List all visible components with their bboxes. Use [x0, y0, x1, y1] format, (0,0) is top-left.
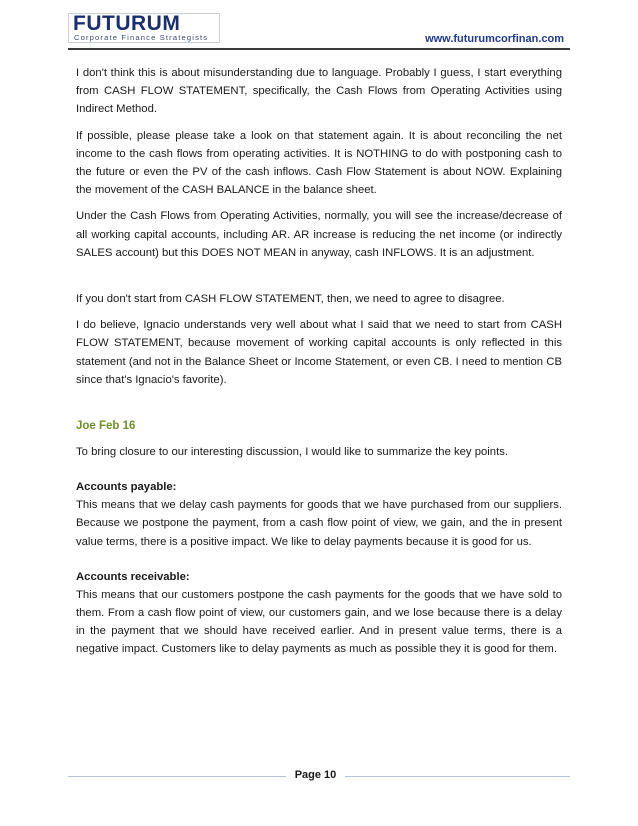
footer-divider-right — [345, 776, 570, 777]
header-divider — [68, 48, 570, 50]
footer-divider-left — [68, 776, 286, 777]
section-heading-payable: Accounts payable: — [76, 481, 177, 494]
logo-tagline: Corporate Finance Strategists — [74, 33, 209, 42]
page-number: Page 10 — [294, 769, 337, 781]
paragraph: This means that our customers postpone the cash payments for the goods that we have sold to them. From a cash flow point of view, our customers gain, and we lose because there is a delay in the payment that we should have received earlier. And in present value terms, there is a negative impact. Customers like to delay payments as much as possible they it is good for them. — [76, 588, 562, 656]
paragraph: This means that we delay cash payments for goods that we have purchased from our suppliers. Because we postpone the payment, from a cash flow point of view, we gain, and the in present value terms, there is a positive impact. We like to delay payments because it is good for us. — [76, 499, 562, 548]
paragraph: I don't think this is about misunderstanding due to language. Probably I guess, I start everything from CASH FLOW STATEMENT, specifically, the Cash Flows from Operating Activities using Indirect Method. — [76, 67, 562, 116]
paragraph: To bring closure to our interesting discussion, I would like to summarize the key points. — [76, 446, 508, 459]
speaker-heading: Joe Feb 16 — [76, 420, 136, 433]
logo-wordmark: FUTURUM — [73, 12, 181, 35]
paragraph: Under the Cash Flows from Operating Activities, normally, you will see the increase/decrease of all working capital accounts, including AR. AR increase is reducing the net income (or indirectly SALES account) but this DOES NOT MEAN in anyway, cash INFLOWS. It is an adjustment. — [76, 210, 562, 259]
website-link[interactable]: www.futurumcorfinan.com — [425, 33, 564, 45]
section-heading-receivable: Accounts receivable: — [76, 570, 190, 583]
document-body — [76, 64, 562, 659]
paragraph: If you don't start from CASH FLOW STATEMENT, then, we need to agree to disagree. — [76, 293, 505, 306]
paragraph: If possible, please please take a look on that statement again. It is about reconciling the net income to the cash flows from operating activities. It is NOTHING to do with postponing cash to the future or even the PV of the cash inflows. Cash Flow Statement is about NOW. Explaining the movement of the CASH BALANCE in the balance sheet. — [76, 129, 562, 197]
futurum-logo — [68, 13, 220, 43]
paragraph: I do believe, Ignacio understands very well about what I said that we need to start from CASH FLOW STATEMENT, because movement of working capital accounts is only reflected in this statement (and not in the Balance Sheet or Income Statement, or even CB. I need to mention CB since that's Ignacio's favorite). — [76, 319, 562, 386]
